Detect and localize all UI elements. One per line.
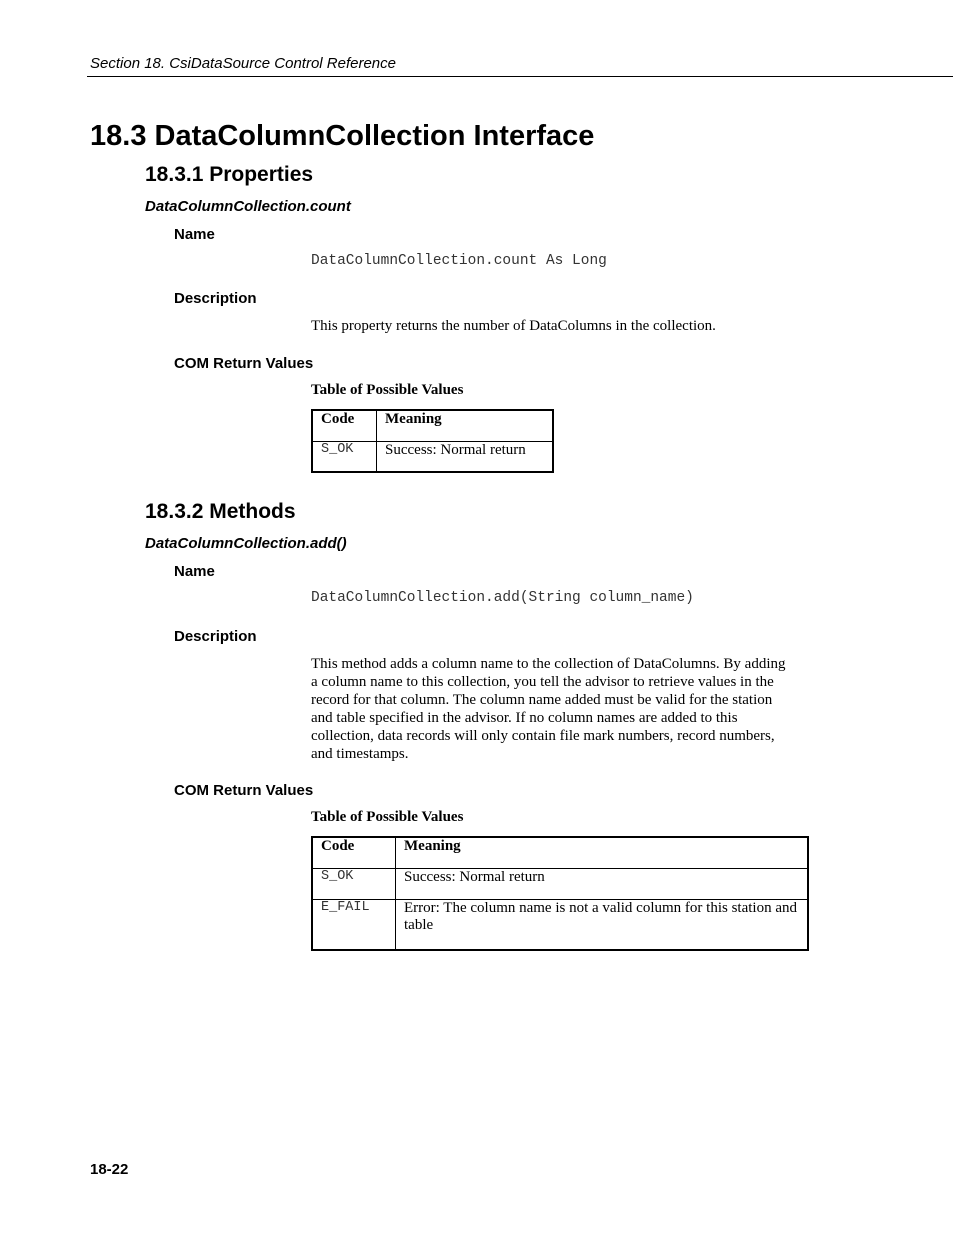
method-member-name: DataColumnCollection.add(): [145, 535, 347, 552]
table-header-code: Code: [312, 410, 377, 441]
property-member-name: DataColumnCollection.count: [145, 198, 351, 215]
property-description-label: Description: [174, 290, 257, 307]
description-line: This method adds a column name to the collection of DataColumns. By adding: [311, 656, 786, 672]
method-signature: DataColumnCollection.add(String column_name): [311, 590, 694, 606]
property-table-caption: Table of Possible Values: [311, 382, 464, 398]
table-cell-meaning: Error: The column name is not a valid column for this station and table: [396, 899, 809, 950]
description-line: collection, data records will only contain file mark numbers, record numbers,: [311, 728, 775, 744]
property-com-label: COM Return Values: [174, 355, 314, 372]
methods-heading: 18.3.2 Methods: [145, 500, 296, 523]
table-cell-meaning: Success: Normal return: [377, 441, 554, 472]
table-header-row: [312, 410, 553, 441]
table-cell-code: S_OK: [312, 868, 396, 899]
page-number: 18-22: [90, 1161, 129, 1178]
section-title: 18.3 DataColumnCollection Interface: [90, 120, 595, 152]
table-header-code: Code: [312, 837, 396, 868]
description-line: a column name to this collection, you tell the advisor to retrieve values in the: [311, 674, 774, 690]
description-line: record for that column. The column name added must be valid for the station: [311, 692, 773, 708]
property-signature: DataColumnCollection.count As Long: [311, 253, 607, 269]
method-description-label: Description: [174, 628, 257, 645]
header-rule: [87, 76, 953, 77]
table-cell-code: S_OK: [312, 441, 377, 472]
table-row: [312, 441, 553, 472]
table-row: [312, 868, 808, 899]
table-cell-code: E_FAIL: [312, 899, 396, 950]
method-description: [311, 655, 786, 763]
table-header-meaning: Meaning: [377, 410, 554, 441]
table-cell-meaning: Success: Normal return: [396, 868, 809, 899]
table-header-row: [312, 837, 808, 868]
method-com-label: COM Return Values: [174, 782, 314, 799]
description-line: and table specified in the advisor. If no column names are added to this: [311, 710, 738, 726]
property-values-table: [311, 409, 554, 473]
property-name-label: Name: [174, 226, 215, 243]
property-description: This property returns the number of DataColumns in the collection.: [311, 318, 716, 334]
method-name-label: Name: [174, 563, 215, 580]
method-values-table: [311, 836, 809, 951]
method-table-caption: Table of Possible Values: [311, 809, 464, 825]
table-header-meaning: Meaning: [396, 837, 809, 868]
properties-heading: 18.3.1 Properties: [145, 163, 314, 186]
running-header: Section 18. CsiDataSource Control Reference: [90, 55, 396, 72]
table-row: [312, 899, 808, 950]
description-line: and timestamps.: [311, 746, 409, 762]
